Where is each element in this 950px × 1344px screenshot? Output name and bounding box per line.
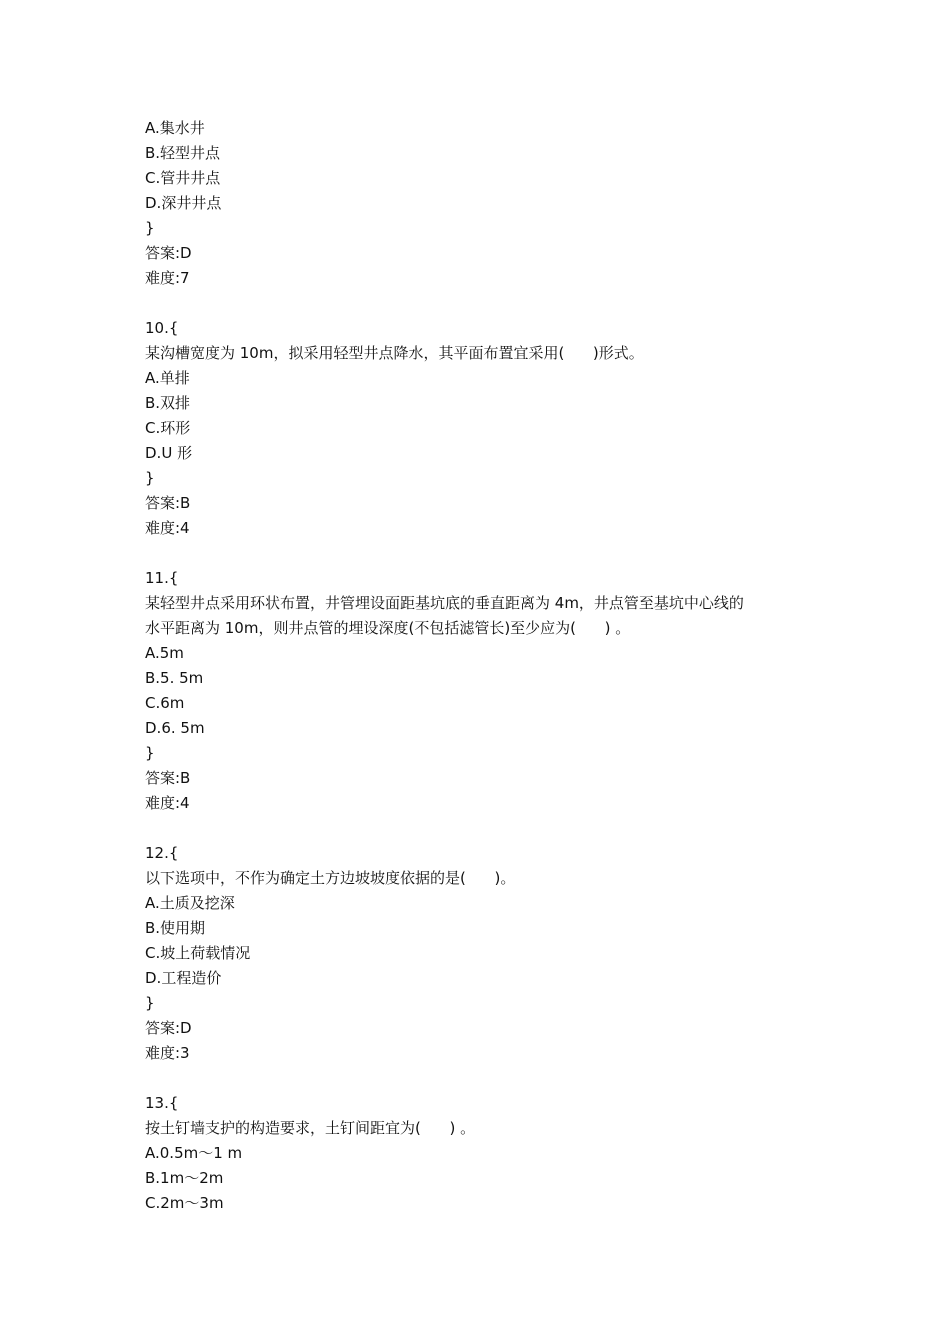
question-11 (145, 566, 825, 816)
spacer (145, 1066, 825, 1091)
answer: 答案:D (145, 244, 192, 262)
option-c: C.6m (145, 694, 185, 712)
closing-brace: } (145, 469, 155, 487)
question-13 (145, 1091, 825, 1216)
difficulty: 难度:7 (145, 269, 190, 287)
option-a: A.土质及挖深 (145, 894, 235, 912)
question-number: 12.{ (145, 844, 179, 862)
question-12 (145, 841, 825, 1066)
spacer (145, 541, 825, 566)
option-d: D.深井井点 (145, 194, 222, 212)
option-c: C.坡上荷载情况 (145, 944, 251, 962)
question-number: 10.{ (145, 319, 179, 337)
question-stem-line-2: 水平距离为 10m，则井点管的埋设深度(不包括滤管长)至少应为( ) 。 (145, 619, 631, 637)
option-d: D.6. 5m (145, 719, 205, 737)
option-d: D.U 形 (145, 444, 193, 462)
option-c: C.管井井点 (145, 169, 221, 187)
option-c: C.2m～3m (145, 1194, 224, 1212)
difficulty: 难度:4 (145, 519, 190, 537)
option-a: A.集水井 (145, 119, 205, 137)
option-a: A.5m (145, 644, 184, 662)
difficulty: 难度:3 (145, 1044, 190, 1062)
option-b: B.轻型井点 (145, 144, 221, 162)
question-stem: 以下选项中，不作为确定土方边坡坡度依据的是( )。 (145, 869, 516, 887)
option-b: B.使用期 (145, 919, 206, 937)
closing-brace: } (145, 744, 155, 762)
difficulty: 难度:4 (145, 794, 190, 812)
question-number: 11.{ (145, 569, 179, 587)
option-b: B.1m～2m (145, 1169, 224, 1187)
question-number: 13.{ (145, 1094, 179, 1112)
option-c: C.环形 (145, 419, 191, 437)
question-stem-line-1: 某轻型井点采用环状布置，井管埋设面距基坑底的垂直距离为 4m，井点管至基坑中心线的 (145, 594, 744, 612)
spacer (145, 291, 825, 316)
option-a: A.0.5m～1 m (145, 1144, 243, 1162)
question-stem: 某沟槽宽度为 10m，拟采用轻型井点降水，其平面布置宜采用( )形式。 (145, 344, 644, 362)
question-list (145, 116, 825, 1216)
closing-brace: } (145, 219, 155, 237)
option-b: B.双排 (145, 394, 191, 412)
option-b: B.5. 5m (145, 669, 204, 687)
question-stem: 按土钉墙支护的构造要求，土钉间距宜为( ) 。 (145, 1119, 476, 1137)
question-9-tail (145, 116, 825, 291)
option-d: D.工程造价 (145, 969, 222, 987)
spacer (145, 816, 825, 841)
answer: 答案:B (145, 494, 191, 512)
option-a: A.单排 (145, 369, 190, 387)
question-10 (145, 316, 825, 541)
closing-brace: } (145, 994, 155, 1012)
answer: 答案:D (145, 1019, 192, 1037)
answer: 答案:B (145, 769, 191, 787)
